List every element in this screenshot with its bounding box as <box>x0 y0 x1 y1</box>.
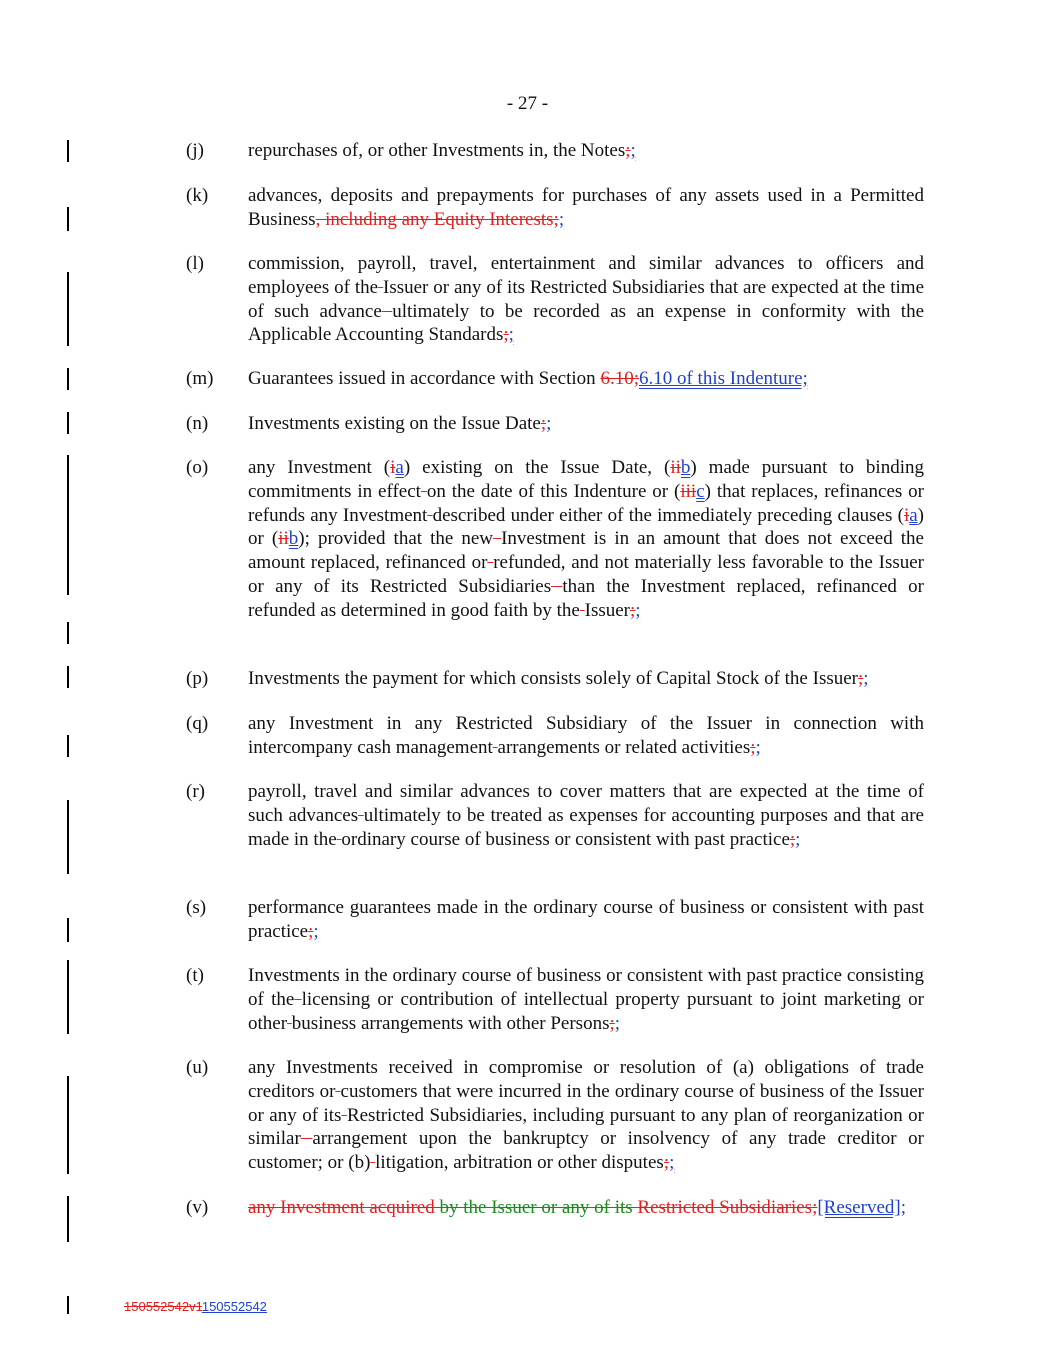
clause-text-run: any Investment in any Restricted Subsidiary of the Issuer in connection with intercompany cash management <box>248 713 924 758</box>
clause-text-run: Restricted Subsidiaries, including pursuant to any plan of reorganization or similar <box>248 1104 925 1150</box>
inserted-text: ; <box>614 1012 621 1034</box>
clause-text <box>248 456 924 623</box>
inserted-text: c <box>696 480 705 502</box>
clause-j <box>186 139 924 163</box>
clause-text-run: than the Investment replaced, refinanced or refunded as determined in good faith by the <box>248 575 924 621</box>
inserted-text: ; <box>669 1152 675 1174</box>
clause-text-run: licensing or contribution of intellectual property pursuant to joint marketing or other <box>248 988 924 1034</box>
clause-label: (k) <box>186 185 209 206</box>
clause-label: (j) <box>186 140 204 161</box>
inserted-text: ; <box>546 413 552 434</box>
document-id <box>124 1299 267 1314</box>
deleted-text: ; <box>750 736 756 758</box>
inserted-text: b <box>288 528 299 550</box>
clause-text-run: ) that replaces, refinances or refunds any Investment <box>248 480 925 526</box>
clause-u <box>186 1056 924 1175</box>
clause-text <box>248 1056 924 1175</box>
clause-l <box>186 252 924 347</box>
clause-text <box>248 780 924 851</box>
clause-text <box>248 712 924 760</box>
clause-s <box>186 896 924 944</box>
clause-t <box>186 964 924 1035</box>
deleted-text: ; <box>308 920 314 942</box>
inserted-text: ; <box>795 828 801 850</box>
change-bar <box>67 622 69 644</box>
inserted-text: [Reserved]; <box>817 1197 906 1218</box>
clause-text <box>248 964 924 1035</box>
deleted-text <box>294 989 301 1010</box>
clause-text-run: arrangements or related activities <box>497 736 751 758</box>
clause-text-run: ultimately to be recorded as an expense in conformity with the Applicable Accounting Standards <box>248 300 925 346</box>
change-bar <box>67 800 69 874</box>
clause-n <box>186 412 924 436</box>
clause-text-run: advances, deposits and prepayments for purchases of any assets used in a Permitted Business <box>248 185 924 230</box>
clause-text <box>248 367 924 391</box>
change-bar <box>67 666 69 688</box>
deleted-text: i <box>903 504 910 526</box>
clause-text-run: payroll, travel and similar advances to cover matters that are expected at the time of such advances <box>248 781 924 826</box>
clause-text-run: ) or ( <box>248 504 924 550</box>
inserted-text: ; <box>630 140 636 161</box>
clause-text-run: Investment is in an amount that does not exceed the amount replaced, refinanced or <box>248 528 924 574</box>
clause-text <box>248 412 924 436</box>
clause-label: (l) <box>186 253 204 274</box>
clause-text <box>248 252 924 347</box>
change-bar <box>67 918 69 942</box>
clause-text-run: commission, payroll, travel, entertainment and similar advances to officers and employees of the <box>248 253 924 298</box>
inserted-text: ; <box>755 736 761 758</box>
clause-label: (r) <box>186 781 205 802</box>
clause-label: (s) <box>186 897 207 918</box>
clause-label: (v) <box>186 1197 209 1218</box>
clause-p <box>186 667 924 691</box>
clause-text-run: any Investment ( <box>248 457 391 478</box>
clause-label: (p) <box>186 668 209 689</box>
clause-text-run: litigation, arbitration or other disputes <box>375 1152 664 1174</box>
inserted-text: ; <box>313 920 319 942</box>
change-bar <box>67 735 69 757</box>
deleted-text: , including any Equity Interests; <box>315 208 559 230</box>
clause-text-run: ); provided that the new <box>298 528 494 550</box>
clause-text-run: performance guarantees made in the ordinary course of business or consistent with past practice <box>248 897 924 942</box>
clause-text-run: Investments existing on the Issue Date <box>248 413 541 434</box>
change-bar <box>67 1196 69 1242</box>
clause-label: (t) <box>186 965 204 986</box>
change-bar <box>67 1076 69 1174</box>
clause-text-run: ultimately to be treated as expenses for accounting purposes and that are made in the <box>248 804 924 850</box>
inserted-text: a <box>395 457 404 478</box>
clause-o <box>186 456 924 623</box>
deleted-text: ; <box>789 828 796 850</box>
change-bar <box>67 140 69 162</box>
clause-text <box>248 1196 924 1220</box>
inserted-text: ; <box>863 668 869 689</box>
deleted-text: i <box>390 457 396 478</box>
deleted-text: ; <box>503 324 509 346</box>
clause-v <box>186 1196 924 1220</box>
deleted-text: ii <box>278 528 289 550</box>
clause-k <box>186 184 924 232</box>
deleted-text: 6.10; <box>600 368 639 389</box>
clause-m <box>186 367 924 391</box>
deleted-text: ; <box>625 140 631 161</box>
deleted-text: any Investment acquired <box>248 1197 440 1218</box>
moved-text: by the Issuer or any of its <box>439 1197 638 1218</box>
deleted-text: iii <box>680 480 697 502</box>
clause-text-run: Issuer <box>584 599 631 621</box>
clause-label: (o) <box>186 457 209 478</box>
deleted-text <box>551 576 562 597</box>
clause-text-run: Investments in the ordinary course of business or consistent with past practice consisting of the <box>248 965 924 1010</box>
clause-text-run: business arrangements with other Persons <box>291 1012 610 1034</box>
clause-text <box>248 896 924 944</box>
clause-text-run: repurchases of, or other Investments in, the Notes <box>248 140 626 161</box>
deleted-text: ; <box>663 1152 670 1174</box>
deleted-text: ; <box>858 668 864 689</box>
clause-text-run: refunded, and not materially less favorable to the Issuer or any of its Restricted Subsidiaries <box>248 552 924 597</box>
deleted-text: ; <box>630 599 636 621</box>
clause-text-run: ordinary course of business or consistent with past practice <box>341 828 790 850</box>
page-number: - 27 - <box>506 93 549 114</box>
deleted-text <box>301 1128 313 1149</box>
inserted-document-id: 150552542 <box>201 1299 267 1314</box>
clause-label: (q) <box>186 713 209 734</box>
clause-text <box>248 139 924 163</box>
deleted-text: Restricted Subsidiaries; <box>637 1197 818 1218</box>
deleted-text: ; <box>540 413 547 434</box>
clause-r <box>186 780 924 851</box>
change-bar <box>67 368 69 390</box>
change-bar <box>67 455 69 595</box>
deleted-text <box>382 301 392 322</box>
clause-text-run: Guarantees issued in accordance with Section <box>248 368 601 389</box>
clause-label: (n) <box>186 413 209 434</box>
clause-q <box>186 712 924 760</box>
change-bar <box>67 412 69 434</box>
clause-text-run: any Investments received in compromise or resolution of (a) obligations of trade creditors or <box>248 1057 924 1102</box>
clause-label: (m) <box>186 368 214 389</box>
inserted-text: b <box>680 457 691 478</box>
clause-text <box>248 667 924 691</box>
inserted-text: ; <box>558 208 565 230</box>
change-bar <box>67 207 69 231</box>
clause-text-run: customers that were incurred in the ordinary course of business of the Issuer or any of its <box>248 1080 925 1126</box>
clause-text <box>248 184 924 232</box>
change-bar <box>67 1296 69 1314</box>
inserted-text: a <box>909 504 918 526</box>
clause-text-run: Investments the payment for which consists solely of Capital Stock of the Issuer <box>248 668 858 689</box>
deleted-text: ii <box>670 457 681 478</box>
deleted-text: ; <box>609 1012 615 1034</box>
clause-text-run: ) existing on the Issue Date, ( <box>403 457 671 478</box>
clause-text-run: described under either of the immediately preceding clauses ( <box>432 504 904 526</box>
clause-text-run: arrangement upon the bankruptcy or insolvency of any trade creditor or customer; or (b) <box>248 1128 924 1174</box>
clause-text-run: ) made pursuant to binding commitments in effect <box>248 457 924 502</box>
inserted-text: ; <box>635 599 641 621</box>
clause-label: (u) <box>186 1057 209 1078</box>
inserted-text: ; <box>508 324 514 346</box>
clause-text-run: on the date of this Indenture or ( <box>426 480 681 502</box>
change-bar <box>67 272 69 346</box>
change-bar <box>67 960 69 1034</box>
deleted-document-id: 150552542v1 <box>124 1299 202 1314</box>
deleted-text <box>493 528 501 549</box>
clause-text-run: Issuer or any of its Restricted Subsidiaries that are expected at the time of such advance <box>248 276 925 322</box>
inserted-text: 6.10 of this Indenture; <box>638 368 808 389</box>
